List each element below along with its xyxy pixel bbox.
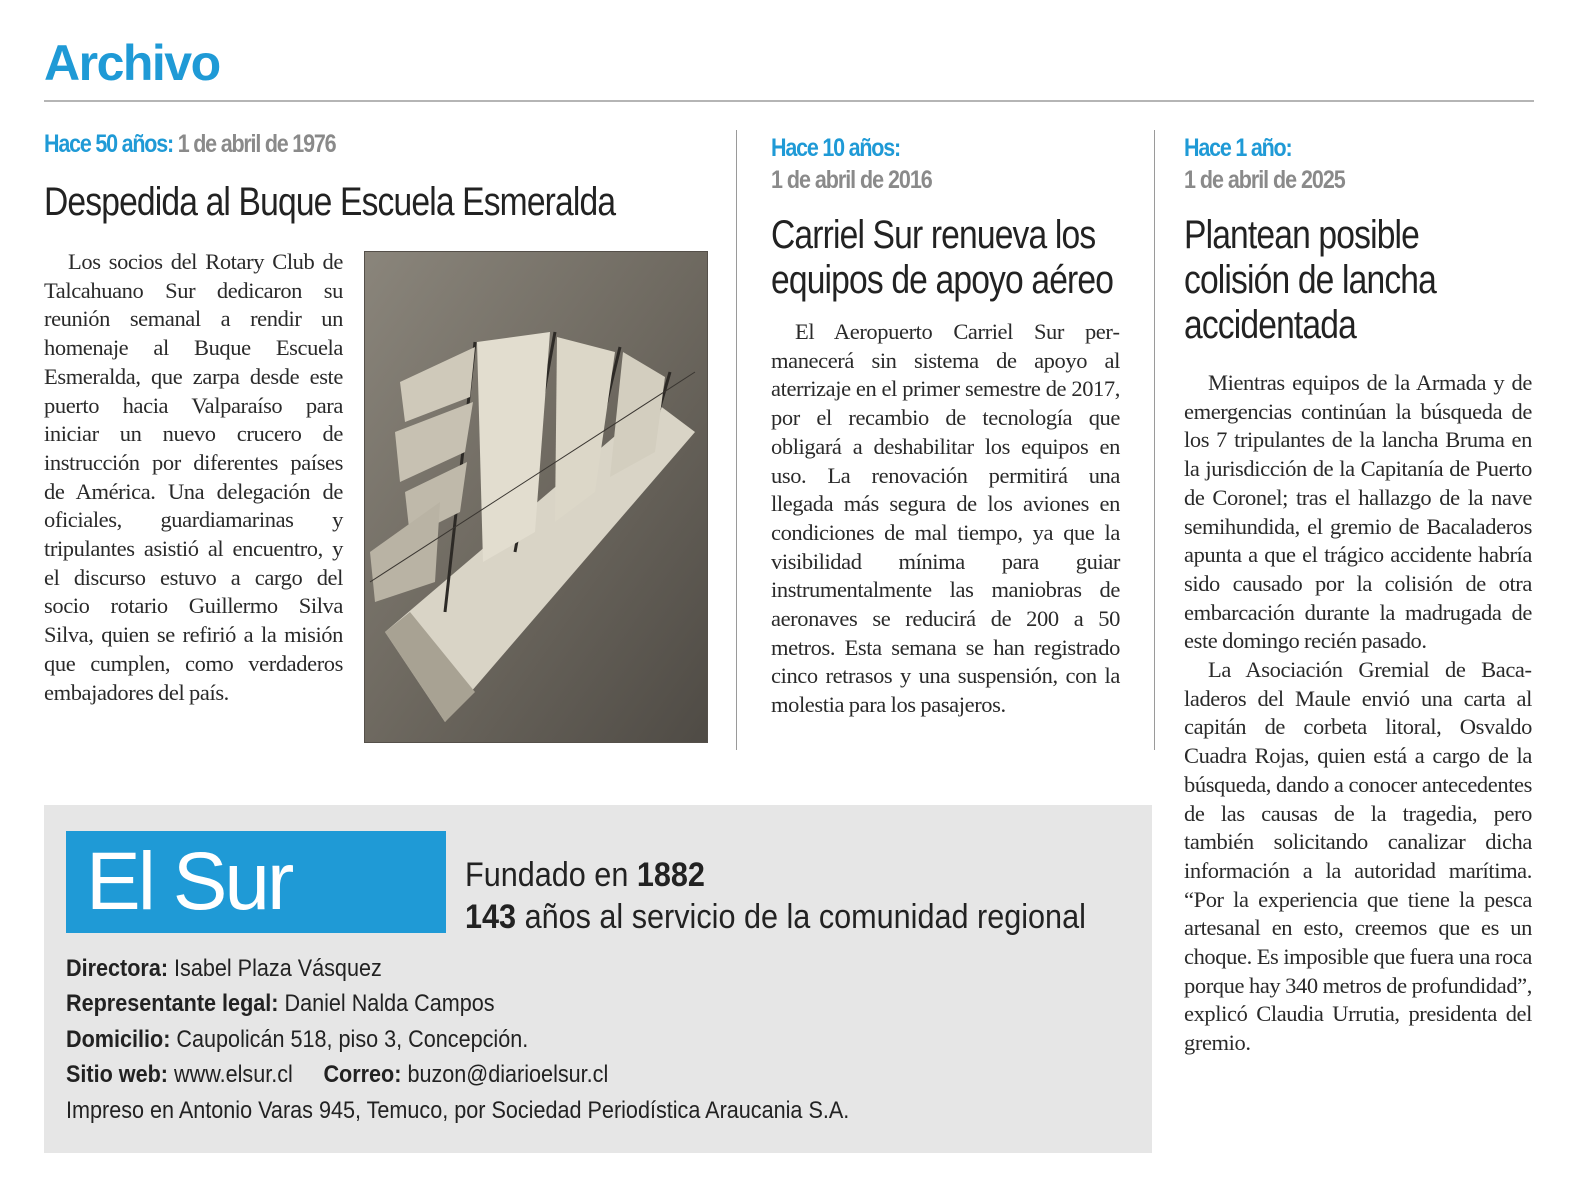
col3-paragraph-1: Mientras equipos de la Armada y de emergencias continúan la búsqueda de los 7 tripulantes de la lancha Bruma en la jurisdicción de la Capitanía de Puerto de Coronel; tras el hallazgo de la nave semihundida, el gremio de Bacaladeros apunta a que el trágico accidente habría sido causado por la colisión de otra embarcación durante la madrugada de este domingo recién pasado. [1184, 370, 1532, 654]
section-title: Archivo [44, 35, 220, 91]
sailing-ship-image [365, 252, 707, 742]
col3-date: 1 de abril de 2025 [1184, 166, 1345, 194]
web-link[interactable]: www.elsur.cl [168, 1061, 293, 1088]
col2-paragraph: El Aeropuerto Carriel Sur permanecerá sin sistema de apoyo al aterrizaje en el primer semestre de 2017, por el recambio de tecnología que obligará a deshabilitar los equipos en uso. La renovación permitirá una llegada más segura de los aviones en condiciones de mal tiempo, ya que la visibilidad mínima para guiar instrumentalmente las maniobras de aeronaves se reducirá de 200 a 50 metros. Esta semana se han registrado cinco retrasos y una suspensión, con la molestia para los pasajeros. [771, 319, 1120, 718]
credit-representante [66, 989, 495, 1019]
col1-headline: Despedida al Buque Escuela Esmeralda [44, 180, 616, 224]
founded-year: 1882 [636, 856, 705, 894]
founded-prefix: Fundado en [465, 856, 637, 894]
founded-line [465, 855, 705, 895]
col1-kicker-line [44, 128, 383, 161]
el-sur-logo-text: El Sur [86, 836, 292, 927]
credit-web-correo [66, 1060, 608, 1090]
web-label: Sitio web: [66, 1061, 169, 1088]
correo-label: Correo: [323, 1061, 402, 1088]
header-rule [44, 100, 1534, 102]
col1-paragraph: Los socios del Rotary Club de Talcahuano Sur dedicaron su reunión semanal a rendir un homenaje al Buque Escuela Esmeralda, que zarpa desde este puerto hacia Valparaíso para iniciar un nuevo crucero de instrucción por diferentes países de América. Una delegación de oficiales, guardiamarinas y tripulantes asistió al encuentro, y el discurso estuvo a cargo del socio rotario Guillermo Silva Silva, quien se refirió a la misión que cumplen, como verdaderos embajadores del país. [44, 249, 343, 705]
col2-headline-line1: Carriel Sur renueva los [771, 213, 1096, 257]
col1-date: 1 de abril de 1976 [177, 130, 336, 158]
years-line [465, 897, 1086, 937]
credit-directora [66, 954, 382, 984]
years-suffix: años al servicio de la comunidad regional [516, 898, 1086, 936]
col2-body [771, 318, 1120, 720]
col1-kicker: Hace 50 años: [44, 130, 173, 158]
representante-label: Representante legal: [66, 990, 279, 1017]
years-count: 143 [465, 898, 517, 936]
col3-kicker: Hace 1 año: [1184, 134, 1292, 162]
correo-link[interactable]: buzon@diarioelsur.cl [401, 1061, 609, 1088]
ship-photo [364, 251, 708, 743]
domicilio-label: Domicilio: [66, 1026, 171, 1053]
col3-paragraph-2: La Asociación Gremial de Bacaladeros del Maule envió una carta al capitán de corbeta litoral, Osvaldo Cuadra Rojas, quien está a cargo de la búsqueda, dando a conocer antecedentes de las causas de la tragedia, pero también solicitando canalizar dicha información a la autoridad marítima. “Por la experiencia que tiene la pesca artesanal en esto, creemos que es un choque. Es imposible que fuera una roca porque hay 340 metros de profundidad”, explicó Claudia Urrutia, presidenta del gremio. [1184, 657, 1532, 1056]
column-divider-1 [736, 130, 737, 750]
col3-headline-line3: accidentada [1184, 303, 1356, 347]
col2-kicker: Hace 10 años: [771, 134, 900, 162]
directora-name: Isabel Plaza Vásquez [168, 955, 382, 982]
directora-label: Directora: [66, 955, 169, 982]
col3-headline-line2: colisión de lancha [1184, 258, 1436, 302]
col3-headline-line1: Plantean posible [1184, 213, 1420, 257]
representante-name: Daniel Nalda Campos [278, 990, 495, 1017]
column-divider-2 [1154, 130, 1155, 750]
col2-headline-line2: equipos de apoyo aéreo [771, 258, 1114, 302]
credit-impreso: Impreso en Antonio Varas 945, Temuco, por Sociedad Periodística Araucania S.A. [66, 1097, 850, 1124]
credit-domicilio [66, 1025, 528, 1055]
col1-body [44, 248, 343, 707]
col3-body [1184, 369, 1532, 1058]
col2-date: 1 de abril de 2016 [771, 166, 932, 194]
domicilio-value: Caupolicán 518, piso 3, Concepción. [170, 1026, 529, 1053]
